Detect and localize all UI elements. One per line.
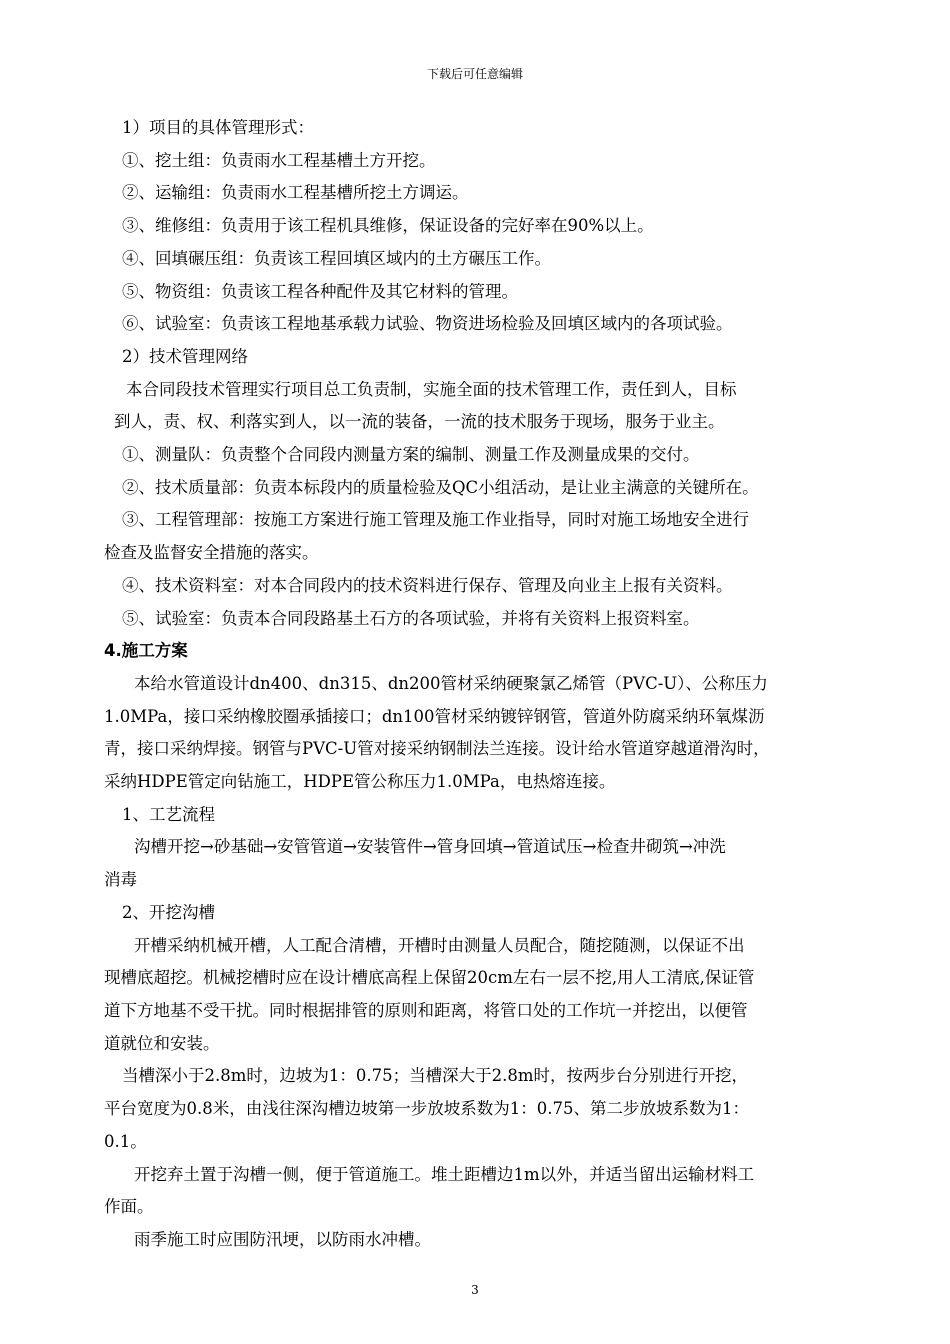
text-line: 平台宽度为0.8米，由浅往深沟槽边坡第一步放坡系数为1：0.75、第二步放坡系数为1： [104, 1099, 749, 1119]
page-number: 3 [471, 1283, 479, 1297]
text-line: ④、回填碾压组：负责该工程回填区域内的土方碾压工作。 [122, 248, 551, 268]
text-line: ⑥、试验室：负责该工程地基承载力试验、物资进场检验及回填区域内的各项试验。 [122, 314, 733, 334]
text-line: ③、工程管理部：按施工方案进行施工管理及施工作业指导，同时对施工场地安全进行 [122, 510, 749, 530]
text-line: 2、开挖沟槽 [122, 902, 215, 922]
text-line: ④、技术资料室：对本合同段内的技术资料进行保存、管理及向业主上报有关资料。 [122, 575, 733, 595]
text-line: 当槽深小于2.8m时，边坡为1：0.75；当槽深大于2.8m时，按两步台分别进行开挖， [122, 1066, 749, 1086]
text-line: ②、技术质量部：负责本标段内的质量检验及QC小组活动，是让业主满意的关键所在。 [122, 477, 759, 497]
text-line: 1）项目的具体管理形式： [122, 118, 314, 137]
text-line: 开槽采纳机械开槽，人工配合清槽，开槽时由测量人员配合，随挖随测，以保证不出 [134, 935, 745, 955]
text-line: 道下方地基不受干扰。同时根据排管的原则和距离，将管口处的工作坑一并挖出，以便管 [104, 1000, 748, 1020]
text-line: 沟槽开挖→砂基础→安管管道→安装管件→管身回填→管道试压→检查井砌筑→冲洗 [134, 837, 726, 857]
text-line: 作面。 [104, 1197, 154, 1217]
page-header: 下载后可任意编辑 [426, 67, 523, 81]
text-line: 雨季施工时应围防汛埂，以防雨水冲槽。 [134, 1229, 431, 1249]
text-line: 1、工艺流程 [122, 804, 215, 824]
text-line: 检查及监督安全措施的落实。 [104, 543, 319, 563]
text-line: ⑤、物资组：负责该工程各种配件及其它材料的管理。 [122, 281, 518, 301]
text-line: 1.0MPa，接口采纳橡胶圈承插接口；dn100管材采纳镀锌钢管，管道外防腐采纳环氧煤沥 [104, 706, 765, 726]
document-body [94, 112, 884, 1257]
text-line: ①、测量队：负责整个合同段内测量方案的编制、测量工作及测量成果的交付。 [122, 445, 700, 465]
text-line: 消毒 [104, 870, 137, 890]
text-line: 0.1。 [104, 1131, 147, 1151]
text-line: 2）技术管理网络 [122, 346, 248, 366]
text-line: ②、运输组：负责雨水工程基槽所挖土方调运。 [122, 183, 469, 203]
text-line: ③、维修组：负责用于该工程机具维修，保证设备的完好率在90%以上。 [122, 216, 654, 236]
text-line: 到人，责、权、利落实到人，以一流的装备，一流的技术服务于现场，服务于业主。 [114, 412, 725, 432]
text-line: ①、挖土组：负责雨水工程基槽土方开挖。 [122, 150, 436, 170]
text-line: 本给水管道设计dn400、dn315、dn200管材采纳硬聚氯乙烯管（PVC-U）、公称压力 [134, 673, 768, 693]
text-line: 开挖弃土置于沟槽一侧，便于管道施工。堆土距槽边1m以外，并适当留出运输材料工 [134, 1164, 755, 1184]
text-line: ⑤、试验室：负责本合同段路基土石方的各项试验，并将有关资料上报资料室。 [122, 608, 700, 628]
text-line: 采纳HDPE管定向钻施工，HDPE管公称压力1.0MPa，电热熔连接。 [104, 772, 616, 792]
text-line: 道就位和安装。 [104, 1033, 220, 1053]
text-line: 青，接口采纳焊接。钢管与PVC-U管对接采纳钢制法兰连接。设计给水管道穿越道滑沟时， [104, 739, 770, 759]
text-line: 本合同段技术管理实行项目总工负责制，实施全面的技术管理工作，责任到人，目标 [126, 379, 737, 399]
text-line: 现槽底超挖。机械挖槽时应在设计槽底高程上保留20cm左右一层不挖,用人工清底,保证管 [104, 968, 755, 988]
section-heading: 4.施工方案 [104, 641, 188, 661]
